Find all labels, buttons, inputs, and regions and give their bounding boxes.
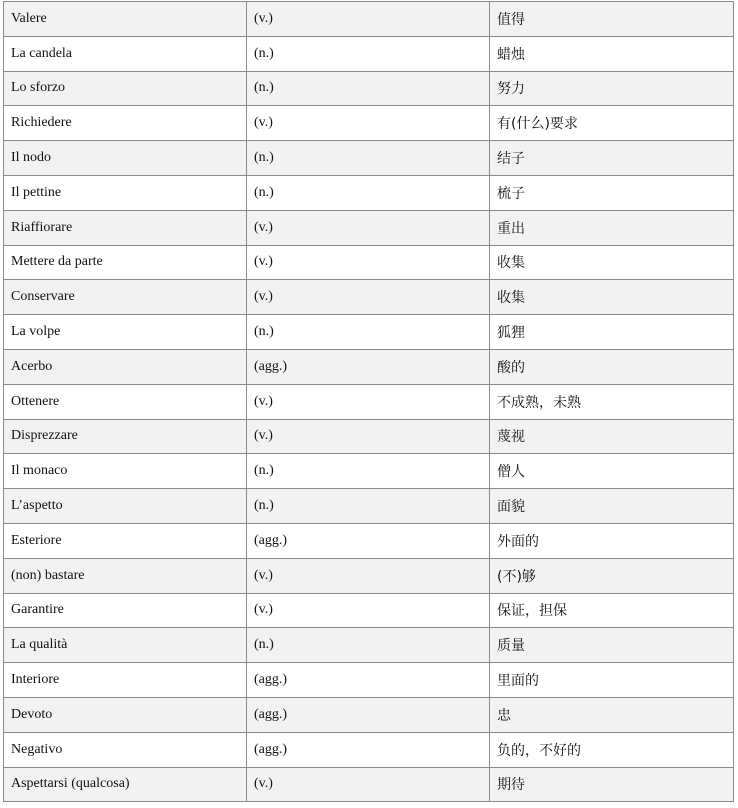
- italian-word-cell: Disprezzare: [4, 419, 247, 454]
- italian-word-cell: Acerbo: [4, 349, 247, 384]
- table-row: [4, 767, 734, 802]
- chinese-meaning-cell: 狐狸: [490, 315, 734, 350]
- table-row: [4, 210, 734, 245]
- italian-word-cell: La qualità: [4, 628, 247, 663]
- part-of-speech-cell: (n.): [247, 36, 490, 71]
- italian-word-cell: (non) bastare: [4, 558, 247, 593]
- chinese-meaning-cell: 里面的: [490, 663, 734, 698]
- italian-word-cell: L’aspetto: [4, 489, 247, 524]
- chinese-meaning-cell: (不)够: [490, 558, 734, 593]
- part-of-speech-cell: (v.): [247, 593, 490, 628]
- table-row: [4, 454, 734, 489]
- part-of-speech-cell: (v.): [247, 210, 490, 245]
- table-row: [4, 489, 734, 524]
- table-row: [4, 349, 734, 384]
- chinese-meaning-cell: 收集: [490, 280, 734, 315]
- chinese-meaning-cell: 外面的: [490, 523, 734, 558]
- table-row: [4, 663, 734, 698]
- chinese-meaning-cell: 蜡烛: [490, 36, 734, 71]
- part-of-speech-cell: (agg.): [247, 523, 490, 558]
- chinese-meaning-cell: 负的，不好的: [490, 732, 734, 767]
- chinese-meaning-cell: 面貌: [490, 489, 734, 524]
- part-of-speech-cell: (n.): [247, 454, 490, 489]
- italian-word-cell: Devoto: [4, 697, 247, 732]
- part-of-speech-cell: (agg.): [247, 732, 490, 767]
- italian-word-cell: Richiedere: [4, 106, 247, 141]
- part-of-speech-cell: (n.): [247, 141, 490, 176]
- italian-word-cell: Lo sforzo: [4, 71, 247, 106]
- chinese-meaning-cell: 保证，担保: [490, 593, 734, 628]
- italian-word-cell: Conservare: [4, 280, 247, 315]
- chinese-meaning-cell: 期待: [490, 767, 734, 802]
- table-row: [4, 71, 734, 106]
- italian-word-cell: Riaffiorare: [4, 210, 247, 245]
- table-row: [4, 419, 734, 454]
- part-of-speech-cell: (v.): [247, 245, 490, 280]
- table-row: [4, 384, 734, 419]
- chinese-meaning-cell: 收集: [490, 245, 734, 280]
- italian-word-cell: Interiore: [4, 663, 247, 698]
- chinese-meaning-cell: 努力: [490, 71, 734, 106]
- chinese-meaning-cell: 结子: [490, 141, 734, 176]
- table-row: [4, 732, 734, 767]
- part-of-speech-cell: (n.): [247, 628, 490, 663]
- table-row: [4, 141, 734, 176]
- part-of-speech-cell: (v.): [247, 558, 490, 593]
- part-of-speech-cell: (v.): [247, 2, 490, 37]
- table-row: [4, 106, 734, 141]
- table-row: [4, 628, 734, 663]
- part-of-speech-cell: (n.): [247, 175, 490, 210]
- vocabulary-table: [3, 1, 734, 802]
- table-row: [4, 523, 734, 558]
- chinese-meaning-cell: 酸的: [490, 349, 734, 384]
- chinese-meaning-cell: 值得: [490, 2, 734, 37]
- table-row: [4, 593, 734, 628]
- part-of-speech-cell: (agg.): [247, 349, 490, 384]
- part-of-speech-cell: (agg.): [247, 663, 490, 698]
- table-row: [4, 245, 734, 280]
- table-row: [4, 280, 734, 315]
- part-of-speech-cell: (n.): [247, 71, 490, 106]
- italian-word-cell: Esteriore: [4, 523, 247, 558]
- italian-word-cell: Il monaco: [4, 454, 247, 489]
- italian-word-cell: Valere: [4, 2, 247, 37]
- chinese-meaning-cell: 有(什么)要求: [490, 106, 734, 141]
- part-of-speech-cell: (v.): [247, 280, 490, 315]
- chinese-meaning-cell: 重出: [490, 210, 734, 245]
- vocabulary-table-body: [4, 2, 734, 802]
- italian-word-cell: Garantire: [4, 593, 247, 628]
- italian-word-cell: Il pettine: [4, 175, 247, 210]
- part-of-speech-cell: (v.): [247, 419, 490, 454]
- table-row: [4, 175, 734, 210]
- chinese-meaning-cell: 僧人: [490, 454, 734, 489]
- table-row: [4, 315, 734, 350]
- italian-word-cell: Ottenere: [4, 384, 247, 419]
- part-of-speech-cell: (agg.): [247, 697, 490, 732]
- table-row: [4, 2, 734, 37]
- italian-word-cell: La volpe: [4, 315, 247, 350]
- table-row: [4, 558, 734, 593]
- part-of-speech-cell: (v.): [247, 106, 490, 141]
- chinese-meaning-cell: 梳子: [490, 175, 734, 210]
- chinese-meaning-cell: 忠: [490, 697, 734, 732]
- part-of-speech-cell: (v.): [247, 384, 490, 419]
- table-row: [4, 697, 734, 732]
- chinese-meaning-cell: 质量: [490, 628, 734, 663]
- italian-word-cell: Negativo: [4, 732, 247, 767]
- part-of-speech-cell: (n.): [247, 489, 490, 524]
- part-of-speech-cell: (v.): [247, 767, 490, 802]
- italian-word-cell: Il nodo: [4, 141, 247, 176]
- chinese-meaning-cell: 蔑视: [490, 419, 734, 454]
- italian-word-cell: Mettere da parte: [4, 245, 247, 280]
- italian-word-cell: La candela: [4, 36, 247, 71]
- table-row: [4, 36, 734, 71]
- part-of-speech-cell: (n.): [247, 315, 490, 350]
- chinese-meaning-cell: 不成熟，未熟: [490, 384, 734, 419]
- italian-word-cell: Aspettarsi (qualcosa): [4, 767, 247, 802]
